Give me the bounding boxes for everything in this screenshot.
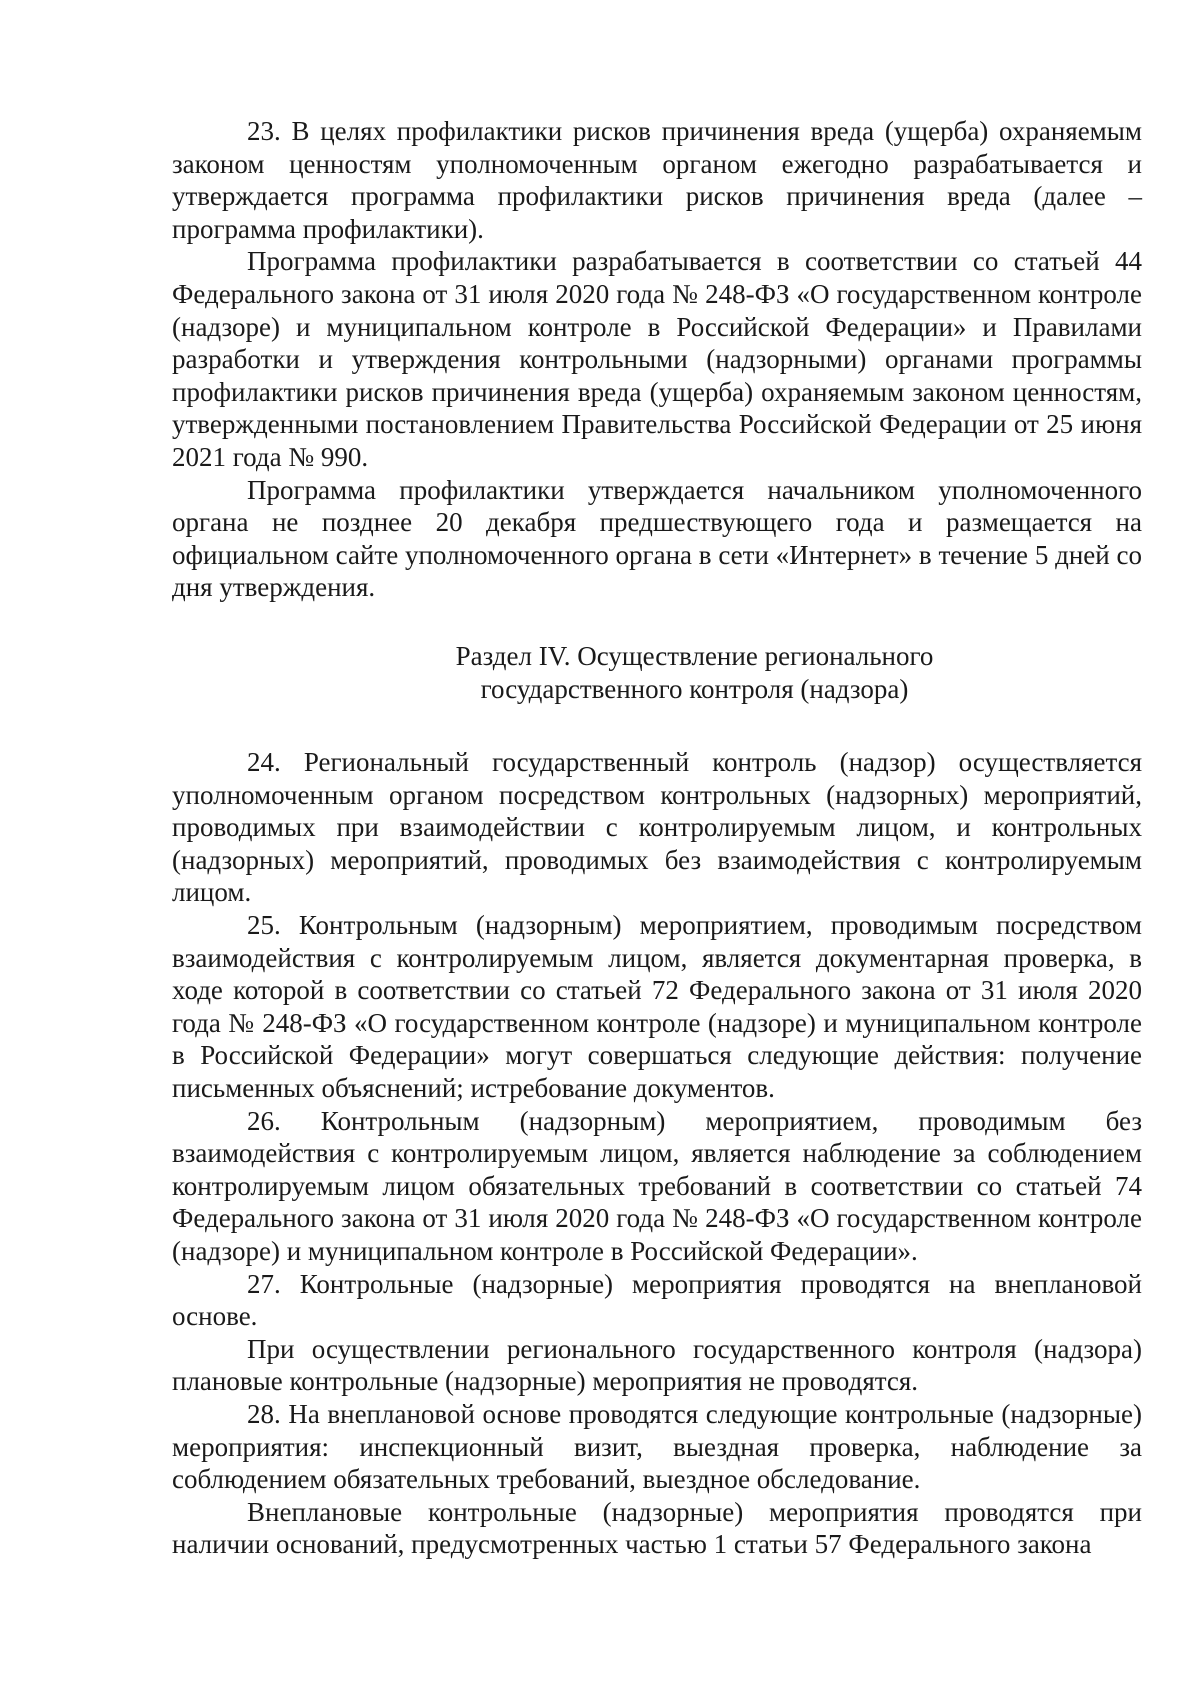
paragraph-24: 24. Региональный государственный контроль (надзор) осуществляется уполномоченным органом посредством контрольных (надзорных) мероприятий, проводимых при взаимодействии с контролируемым лицом, и контрольных (надзорных) мероприятий, проводимых без взаимодействия с контролируемым лицом. (172, 747, 1142, 908)
paragraph-program-development: Программа профилактики разрабатывается в соответствии со статьей 44 Федерального закона от 31 июля 2020 года № 248-ФЗ «О государственном контроле (надзоре) и муниципальном контроле в Российской Федерации» и Правилами разработки и утверждения контрольными (надзорными) органами программы профилактики рисков причинения вреда (ущерба) охраняемым законом ценностям, утвержденными постановлением Правительства Российской Федерации от 25 июня 2021 года № 990. (172, 246, 1142, 472)
paragraph-25: 25. Контрольным (надзорным) мероприятием, проводимым посредством взаимодействия с контролируемым лицом, является документарная проверка, в ходе которой в соответствии со статьей 72 Федерального закона от 31 июля 2020 года № 248-ФЗ «О государственном контроле (надзоре) и муниципальном контроле в Российской Федерации» могут совершаться следующие действия: получение письменных объяснений; истребование документов. (172, 910, 1142, 1104)
paragraph-28: 28. На внеплановой основе проводятся следующие контрольные (надзорные) мероприятия: инспекционный визит, выездная проверка, наблюдение за соблюдением обязательных требований, выездное обследование. (172, 1398, 1142, 1495)
section-heading-line-2: государственного контроля (надзора) (480, 673, 909, 704)
document-page (172, 115, 1142, 1561)
paragraph-23: 23. В целях профилактики рисков причинения вреда (ущерба) охраняемым законом ценностям уполномоченным органом ежегодно разрабатывается и утверждается программа профилактики рисков причинения вреда (далее – программа профилактики). (172, 116, 1142, 244)
section-heading (172, 640, 1142, 705)
paragraph-unplanned-grounds: Внеплановые контрольные (надзорные) мероприятия проводятся при наличии оснований, предусмотренных частью 1 статьи 57 Федерального закона (172, 1496, 1142, 1560)
paragraph-program-approval: Программа профилактики утверждается начальником уполномоченного органа не позднее 20 декабря предшествующего года и размещается на официальном сайте уполномоченного органа в сети «Интернет» в течение 5 дней со дня утверждения. (172, 474, 1142, 603)
paragraph-no-planned-measures: При осуществлении регионального государственного контроля (надзора) плановые контрольные (надзорные) мероприятия не проводятся. (172, 1333, 1142, 1397)
paragraph-26: 26. Контрольным (надзорным) мероприятием, проводимым без взаимодействия с контролируемым лицом, является наблюдение за соблюдением контролируемым лицом обязательных требований в соответствии со статьей 74 Федерального закона от 31 июля 2020 года № 248-ФЗ «О государственном контроле (надзоре) и муниципальном контроле в Российской Федерации». (172, 1105, 1142, 1266)
paragraph-27: 27. Контрольные (надзорные) мероприятия проводятся на внеплановой основе. (172, 1268, 1142, 1332)
section-heading-line-1: Раздел IV. Осуществление регионального (455, 640, 934, 671)
